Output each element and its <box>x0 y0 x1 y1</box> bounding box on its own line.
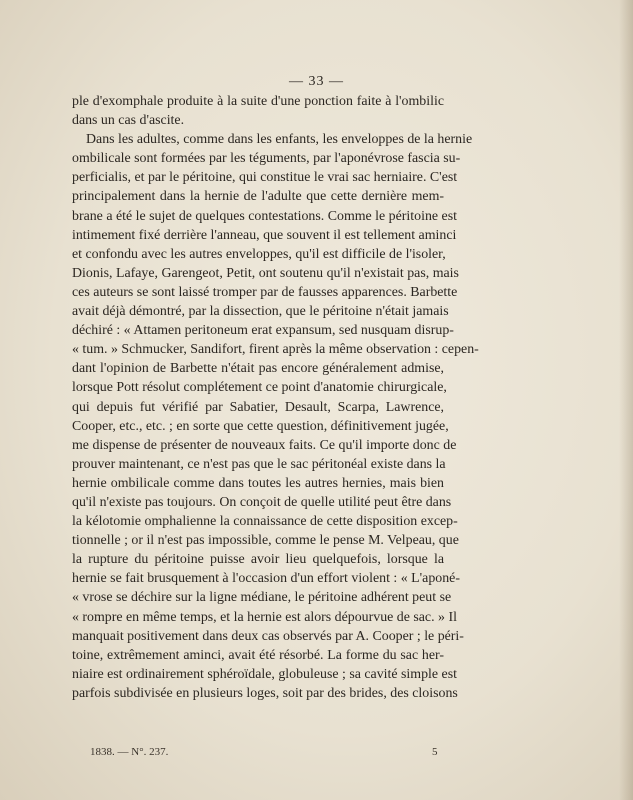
text-line: parfois subdivisée en plusieurs loges, soit par des brides, des cloisons <box>72 685 458 701</box>
sheet-number: 5 <box>432 746 438 758</box>
text-line: Dans les adultes, comme dans les enfants, les enveloppes de la hernie <box>86 132 473 148</box>
text-line: dans un cas d'ascite. <box>72 113 185 129</box>
signature-mark: 1838. — N°. 237. <box>90 746 169 758</box>
text-line: manquait positivement dans deux cas observés par A. Cooper ; le péri- <box>72 628 464 644</box>
text-line: Cooper, etc., etc. ; en sorte que cette question, définitivement jugée, <box>72 418 449 434</box>
text-line: me dispense de présenter de nouveaux faits. Ce qu'il importe donc de <box>72 437 457 453</box>
text-line: brane a été le sujet de quelques contestations. Comme le péritoine est <box>72 208 457 224</box>
page-number: — 33 — <box>289 74 344 89</box>
text-line: et confondu avec les autres enveloppes, qu'il est difficile de l'isoler, <box>72 246 446 262</box>
text-line: prouver maintenant, ce n'est pas que le sac péritonéal existe dans la <box>72 456 446 472</box>
text-line: « tum. » Schmucker, Sandifort, firent après la même observation : cepen- <box>72 342 479 358</box>
text-line: la rupture du péritoine puisse avoir lieu quelquefois, lorsque la <box>72 552 444 568</box>
text-line: principalement dans la hernie de l'adulte que cette dernière mem- <box>72 189 444 205</box>
text-line: intimement fixé derrière l'anneau, que souvent il est tellement aminci <box>72 227 457 243</box>
text-line: tionnelle ; or il n'est pas impossible, comme le pense M. Velpeau, que <box>72 533 459 549</box>
text-line: toine, extrêmement aminci, avait été résorbé. La forme du sac her- <box>72 647 444 663</box>
text-line: ple d'exomphale produite à la suite d'une ponction faite à l'ombilic <box>72 94 444 109</box>
body-text <box>72 92 479 703</box>
text-line: dant l'opinion de Barbette n'était pas encore généralement admise, <box>72 361 444 377</box>
text-line: déchiré : « Attamen peritoneum erat expansum, sed nusquam disrup- <box>72 323 454 339</box>
text-line: qui depuis fut vérifié par Sabatier, Desault, Scarpa, Lawrence, <box>72 399 444 415</box>
text-line: Dionis, Lafaye, Garengeot, Petit, ont soutenu qu'il n'existait pas, mais <box>72 265 459 281</box>
text-line: lorsque Pott résolut complétement ce point d'anatomie chirurgicale, <box>72 380 447 396</box>
text-line: la kélotomie omphalienne la connaissance de cette disposition excep- <box>72 514 458 530</box>
text-line: perficialis, et par le péritoine, qui constitue le vrai sac herniaire. C'est <box>72 170 458 186</box>
text-line: qu'il n'existe pas toujours. On conçoit de quelle utilité peut être dans <box>72 494 452 510</box>
text-line: ombilicale sont formées par les téguments, par l'aponévrose fascia su- <box>72 151 461 167</box>
text-line: « rompre en même temps, et la hernie est alors dépourvue de sac. » Il <box>72 609 457 625</box>
text-line: niaire est ordinairement sphéroïdale, globuleuse ; sa cavité simple est <box>72 666 457 682</box>
text-line: ces auteurs se sont laissé tromper par de fausses apparences. Barbette <box>72 284 458 300</box>
text-line: « vrose se déchire sur la ligne médiane, le péritoine adhérent peut se <box>72 590 452 606</box>
text-line: hernie se fait brusquement à l'occasion d'un effort violent : « L'aponé- <box>72 571 460 587</box>
text-line: hernie ombilicale comme dans toutes les autres hernies, mais bien <box>72 475 444 491</box>
text-line: avait déjà démontré, par la dissection, que le péritoine n'était jamais <box>72 304 449 320</box>
page-edge-shadow <box>619 0 633 800</box>
